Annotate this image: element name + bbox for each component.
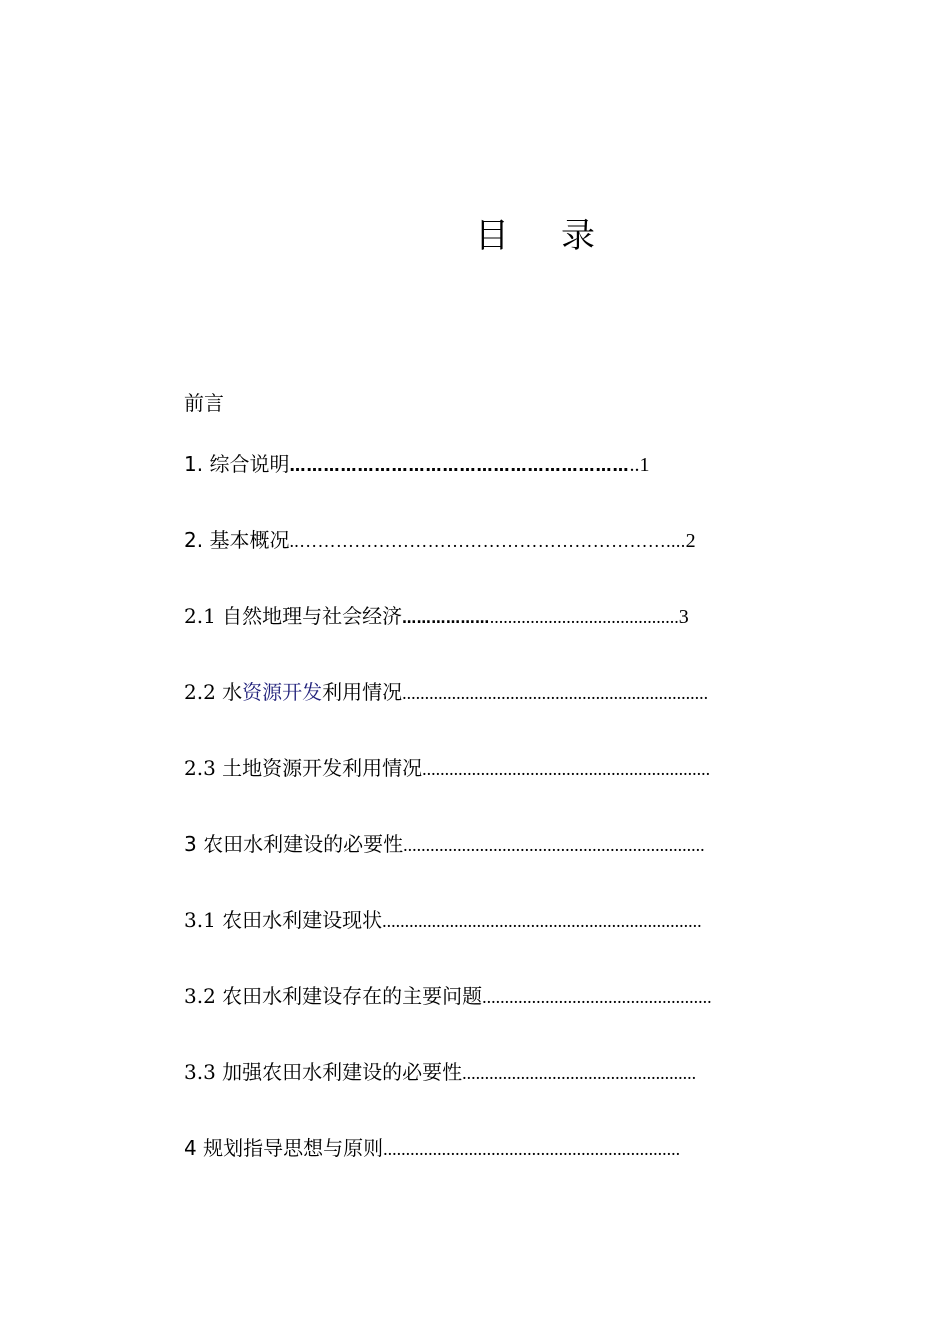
toc-entry-2-1[interactable]: [184, 602, 689, 633]
toc-entry-4[interactable]: [184, 1134, 680, 1163]
toc-entry-text: 3 农田水利建设的必要性: [184, 832, 404, 856]
toc-entry-leader: ..................................................................: [383, 1139, 681, 1159]
toc-entry-leader: ....................................................: [462, 1063, 697, 1083]
toc-entry-preface[interactable]: [184, 389, 224, 417]
toc-entry-leader-bold: ………………: [402, 611, 490, 627]
toc-entry-leader: ..……………………………………………………....: [289, 531, 686, 551]
toc-title-char-1: 目: [475, 216, 509, 256]
toc-entry-text-rest: 利用情况: [322, 680, 403, 704]
toc-entry-text: 1. 综合说明: [184, 452, 290, 476]
toc-entry-3[interactable]: [184, 830, 705, 859]
toc-entry-text: 3.2 农田水利建设存在的主要问题: [184, 984, 483, 1008]
toc-entry-3-1[interactable]: [184, 906, 702, 935]
toc-entry-leader: ................................................................: [422, 759, 711, 779]
toc-entry-leader: .......................................................................: [382, 911, 702, 931]
toc-entry-leader: ..........................................: [489, 607, 679, 627]
toc-entry-page: ..1: [629, 454, 650, 476]
toc-entry-1[interactable]: [184, 450, 649, 480]
toc-entry-leader: ...................................................: [482, 987, 712, 1007]
toc-entry-text: 2.1 自然地理与社会经济: [184, 604, 403, 628]
toc-entry-2[interactable]: [184, 526, 696, 555]
toc-entry-leader: ....................................................................: [402, 683, 709, 703]
toc-entry-text: 前言: [184, 391, 224, 415]
toc-entry-2-3[interactable]: [184, 754, 710, 783]
toc-entry-text: 2.2 水: [184, 680, 243, 704]
toc-entry-page: 3: [678, 606, 689, 628]
toc-entry-text: 2.3 土地资源开发利用情况: [184, 756, 423, 780]
toc-entry-3-2[interactable]: [184, 982, 712, 1011]
toc-entry-text: 4 规划指导思想与原则: [184, 1136, 384, 1160]
toc-entry-text: 2. 基本概况: [184, 528, 290, 552]
toc-entry-2-2[interactable]: [184, 678, 708, 707]
toc-entry-leader: ...................................................................: [403, 835, 705, 855]
toc-title-char-2: 录: [561, 216, 595, 256]
toc-entry-3-3[interactable]: [184, 1058, 696, 1087]
toc-entry-leader: ……………………………………………………: [289, 456, 630, 475]
toc-entry-page: 2: [685, 530, 696, 552]
toc-entry-text: 3.3 加强农田水利建设的必要性: [184, 1060, 463, 1084]
toc-title: [0, 212, 950, 260]
toc-entry-text-highlight: 资源开发: [242, 680, 323, 704]
toc-entry-text: 3.1 农田水利建设现状: [184, 908, 383, 932]
